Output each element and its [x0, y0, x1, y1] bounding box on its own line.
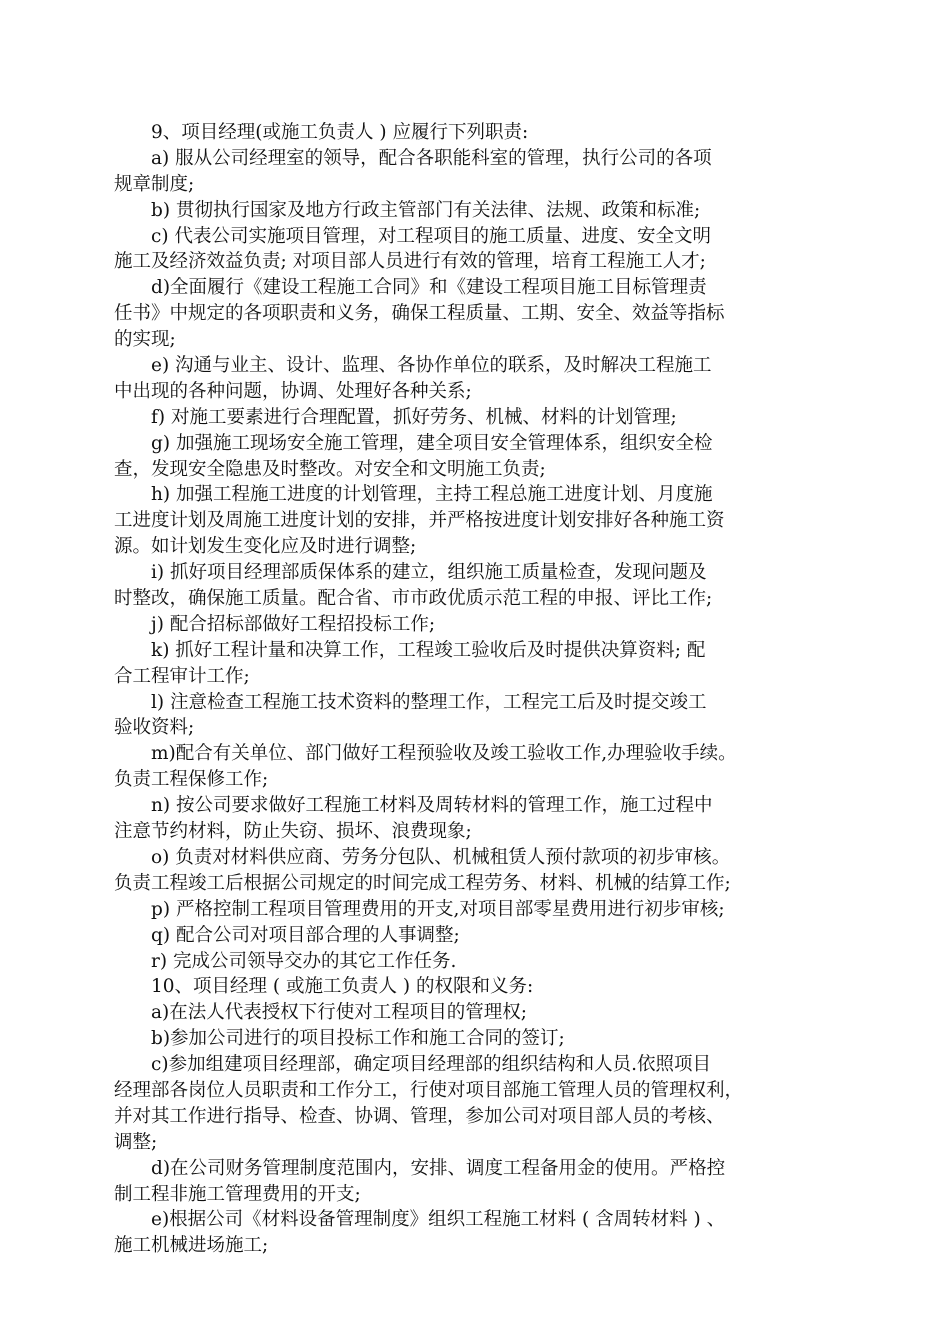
text-line: k) 抓好工程计量和决算工作，工程竣工验收后及时提供决算资料; 配 — [151, 639, 706, 661]
text-line: o) 负责对材料供应商、劳务分包队、机械租赁人预付款项的初步审核。 — [151, 846, 731, 868]
text-line: 的实现; — [114, 329, 176, 351]
document-body — [114, 120, 856, 1259]
text-line: a) 服从公司经理室的领导，配合各职能科室的管理，执行公司的各项 — [151, 147, 712, 169]
text-line: l) 注意检查工程施工技术资料的整理工作，工程完工后及时提交竣工 — [151, 691, 707, 713]
text-line: d)在公司财务管理制度范围内，安排、调度工程备用金的使用。严格控 — [151, 1157, 726, 1179]
text-line: e) 沟通与业主、设计、监理、各协作单位的联系，及时解决工程施工 — [151, 355, 712, 377]
text-line: e)根据公司《材料设备管理制度》组织工程施工材料 ( 含周转材料 ) 、 — [151, 1209, 726, 1231]
text-line: q) 配合公司对项目部合理的人事调整; — [151, 924, 460, 946]
text-line: 任书》中规定的各项职责和义务，确保工程质量、工期、安全、效益等指标 — [114, 303, 725, 325]
text-line: c) 代表公司实施项目管理，对工程项目的施工质量、进度、安全文明 — [151, 225, 711, 247]
text-line: 制工程非施工管理费用的开支; — [114, 1183, 361, 1205]
text-line: 并对其工作进行指导、检查、协调、管理，参加公司对项目部人员的考核、 — [114, 1105, 725, 1127]
text-line: 查，发现安全隐患及时整改。对安全和文明施工负责; — [114, 458, 546, 480]
text-line: 中出现的各种问题，协调、处理好各种关系; — [114, 380, 472, 402]
text-line: 规章制度; — [114, 173, 195, 195]
text-line: n) 按公司要求做好工程施工材料及周转材料的管理工作，施工过程中 — [151, 795, 713, 817]
text-line: p) 严格控制工程项目管理费用的开支,对项目部零星费用进行初步审核; — [151, 898, 725, 920]
text-line: i) 抓好项目经理部质保体系的建立，组织施工质量检查，发现问题及 — [151, 562, 707, 584]
text-line: 负责工程保修工作; — [114, 769, 269, 791]
text-line: b) 贯彻执行国家及地方行政主管部门有关法律、法规、政策和标准; — [151, 199, 701, 221]
text-line: 施工机械进场施工; — [114, 1235, 269, 1257]
text-line: a)在法人代表授权下行使对工程项目的管理权; — [151, 1002, 527, 1024]
text-line: 注意节约材料，防止失窃、损坏、浪费现象; — [114, 821, 472, 843]
text-line: 验收资料; — [114, 717, 195, 739]
text-line: h) 加强工程施工进度的计划管理，主持工程总施工进度计划、月度施 — [151, 484, 713, 506]
text-line: 负责工程竣工后根据公司规定的时间完成工程劳务、材料、机械的结算工作; — [114, 872, 731, 894]
text-line: g) 加强施工现场安全施工管理，建全项目安全管理体系，组织安全检 — [151, 432, 713, 454]
text-line: 时整改，确保施工质量。配合省、市市政优质示范工程的申报、评比工作; — [114, 588, 713, 610]
text-line: c)参加组建项目经理部，确定项目经理部的组织结构和人员.依照项目 — [151, 1054, 711, 1076]
text-line: f) 对施工要素进行合理配置，抓好劳务、机械、材料的计划管理; — [151, 406, 677, 428]
text-line: 经理部各岗位人员职责和工作分工，行使对项目部施工管理人员的管理权利， — [114, 1079, 744, 1101]
text-line: j) 配合招标部做好工程招投标工作; — [151, 613, 436, 635]
text-line: 工进度计划及周施工进度计划的安排，并严格按进度计划安排好各种施工资 — [114, 510, 725, 532]
text-line: 调整; — [114, 1131, 158, 1153]
text-line: d)全面履行《建设工程施工合同》和《建设工程项目施工目标管理责 — [151, 277, 707, 299]
text-line: 源。如计划发生变化应及时进行调整; — [114, 536, 417, 558]
text-line: 合工程审计工作; — [114, 665, 250, 687]
text-line: m)配合有关单位、部门做好工程预验收及竣工验收工作,办理验收手续。 — [151, 743, 737, 765]
text-line: b)参加公司进行的项目投标工作和施工合同的签订; — [151, 1028, 565, 1050]
text-line: 9、项目经理(或施工负责人 ) 应履行下列职责: — [151, 122, 529, 143]
text-line: r) 完成公司领导交办的其它工作任务. — [151, 950, 457, 972]
text-line: 10、项目经理 ( 或施工负责人 ) 的权限和义务: — [151, 976, 534, 998]
text-line: 施工及经济效益负责; 对项目部人员进行有效的管理，培育工程施工人才; — [114, 251, 706, 273]
